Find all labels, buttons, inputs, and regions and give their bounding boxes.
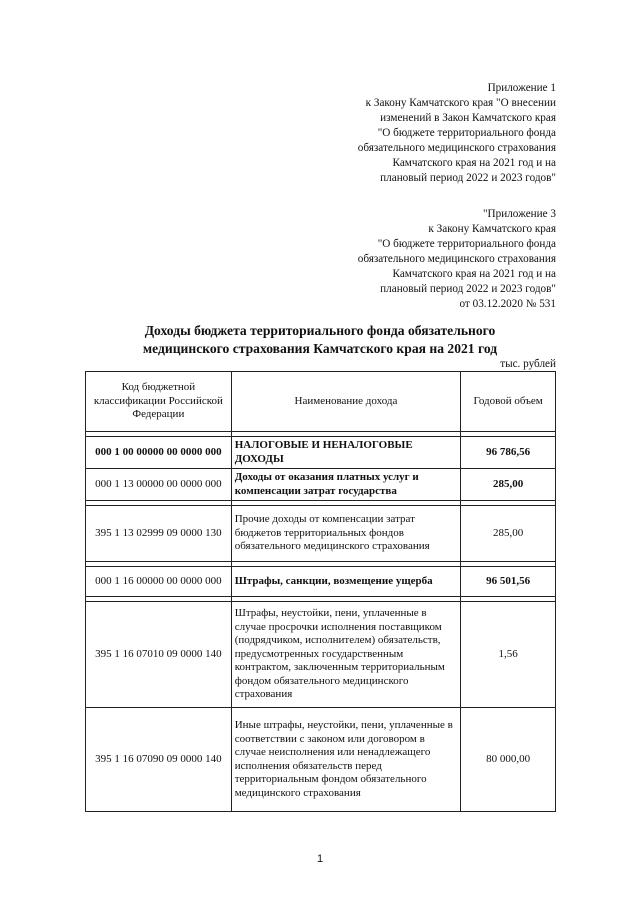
row-amount: 285,00 <box>461 506 556 562</box>
appendix-3-line: "Приложение 3 <box>482 208 556 220</box>
appendix-1-line: плановый период 2022 и 2023 годов" <box>380 172 556 184</box>
units-label: тыс. рублей <box>500 358 556 370</box>
row-code: 000 1 00 00000 00 0000 000 <box>86 437 232 469</box>
title-line-2: медицинского страхования Камчатского края на 2021 год <box>142 341 498 356</box>
appendix-3-line: от 03.12.2020 № 531 <box>459 298 556 310</box>
row-code: 395 1 16 07090 09 0000 140 <box>86 708 232 812</box>
table-row <box>86 708 556 812</box>
row-amount: 1,56 <box>461 602 556 708</box>
appendix-1-line: "О бюджете территориального фонда <box>377 127 556 139</box>
row-code: 395 1 13 02999 09 0000 130 <box>86 506 232 562</box>
appendix-3-line: плановый период 2022 и 2023 годов" <box>380 283 556 295</box>
row-code: 000 1 13 00000 00 0000 000 <box>86 469 232 501</box>
table-row <box>86 506 556 562</box>
header-amount: Годовой объем <box>461 372 556 432</box>
appendix-1-line: к Закону Камчатского края "О внесении <box>365 97 556 109</box>
row-amount: 96 501,56 <box>461 567 556 597</box>
document-title <box>0 322 640 358</box>
table-row <box>86 567 556 597</box>
appendix-3-header <box>358 207 556 312</box>
appendix-3-line: обязательного медицинского страхования <box>357 253 556 265</box>
row-code: 395 1 16 07010 09 0000 140 <box>86 602 232 708</box>
row-amount: 285,00 <box>461 469 556 501</box>
row-amount: 80 000,00 <box>461 708 556 812</box>
table-row <box>86 437 556 469</box>
appendix-3-line: к Закону Камчатского края <box>428 223 556 235</box>
row-name: Штрафы, санкции, возмещение ущерба <box>231 567 460 597</box>
appendix-1-line: Приложение 1 <box>487 82 556 94</box>
appendix-3-line: Камчатского края на 2021 год и на <box>392 268 556 280</box>
header-name: Наименование дохода <box>231 372 460 432</box>
row-name: Прочие доходы от компенсации затрат бюджетов территориальных фондов обязательного медицинского страхования <box>231 506 460 562</box>
row-code: 000 1 16 00000 00 0000 000 <box>86 567 232 597</box>
table-header-row <box>86 372 556 432</box>
row-name: Штрафы, неустойки, пени, уплаченные в случае просрочки исполнения поставщиком (подрядчиком, исполнителем) обязательств, предусмотренных государственным контрактом, заключенным территориальным фондом обязательного медицинского страхования <box>231 602 460 708</box>
header-code: Код бюджетной классификации Российской Федерации <box>86 372 232 432</box>
title-line-1: Доходы бюджета территориального фонда обязательного <box>144 323 496 338</box>
row-amount: 96 786,56 <box>461 437 556 469</box>
appendix-1-line: Камчатского края на 2021 год и на <box>392 157 556 169</box>
page-number: 1 <box>316 853 324 865</box>
appendix-1-header <box>358 81 556 186</box>
table-row <box>86 469 556 501</box>
row-name: Иные штрафы, неустойки, пени, уплаченные в соответствии с законом или договором в случае неисполнения или ненадлежащего исполнения обязательств перед территориальным фондом обязательного медицинского страхования <box>231 708 460 812</box>
row-name: НАЛОГОВЫЕ И НЕНАЛОГОВЫЕ ДОХОДЫ <box>231 437 460 469</box>
appendix-1-line: обязательного медицинского страхования <box>357 142 556 154</box>
table-row <box>86 602 556 708</box>
appendix-1-line: изменений в Закон Камчатского края <box>380 112 556 124</box>
appendix-3-line: "О бюджете территориального фонда <box>377 238 556 250</box>
revenue-table <box>85 371 556 812</box>
row-name: Доходы от оказания платных услуг и компенсации затрат государства <box>231 469 460 501</box>
